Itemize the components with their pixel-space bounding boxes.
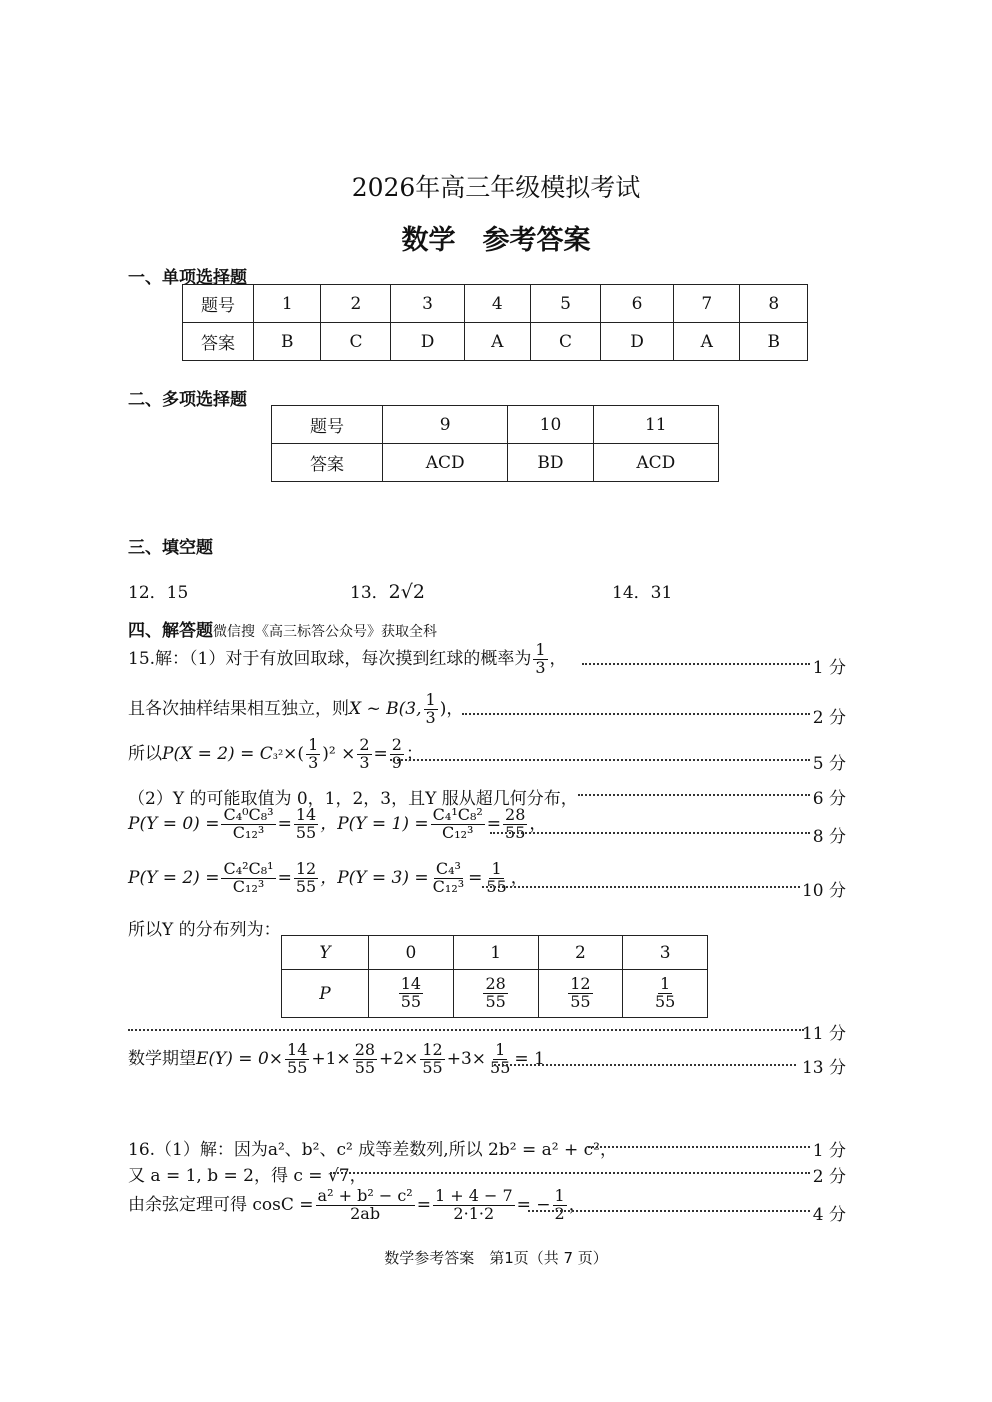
leader-dots [390, 759, 810, 761]
frac-num: 1 [554, 1186, 565, 1205]
leader-dots [578, 794, 810, 796]
fraction [294, 861, 318, 896]
frac-num: 28 [505, 805, 526, 824]
leader-dots [330, 1172, 810, 1174]
frac-den: 3 [308, 752, 319, 772]
frac-den: 2 [554, 1203, 565, 1223]
frac-den: 2·1·2 [453, 1203, 495, 1223]
op: +2× [379, 1048, 419, 1069]
section4-heading-line [128, 616, 437, 641]
frac-den: 3 [359, 752, 370, 772]
cell: ACD [383, 444, 508, 482]
score: 2 分 [812, 1167, 846, 1187]
frac-den: 2ab [350, 1203, 381, 1223]
fraction [316, 1188, 415, 1223]
leader-dots [128, 1029, 804, 1031]
single-choice-table [182, 284, 808, 361]
cell: 10 [508, 406, 593, 444]
leader-dots [588, 1146, 810, 1148]
score: 1 分 [812, 1141, 846, 1161]
score: 8 分 [812, 827, 846, 847]
cell: 1 [254, 285, 321, 323]
frac-den: 55 [354, 1057, 376, 1077]
cell: A [464, 323, 530, 361]
leader-dots [490, 832, 810, 834]
cell: D [391, 323, 464, 361]
frac-den: 55 [486, 876, 507, 896]
score: 1 分 [812, 658, 846, 678]
fraction [483, 976, 507, 1011]
frac-num: 1 [495, 1040, 506, 1059]
frac-den: C₁₂³ [432, 876, 465, 896]
frac-den: 55 [570, 992, 591, 1011]
score: 10 分 [801, 881, 846, 901]
frac-num: 28 [354, 1040, 376, 1059]
frac-den: 55 [422, 1057, 443, 1077]
cell: A [674, 323, 740, 361]
frac-den: 55 [295, 822, 317, 842]
frac-num: 1 [425, 690, 436, 709]
fraction [488, 1042, 512, 1077]
answer-row [272, 444, 719, 482]
score: 2 分 [812, 708, 846, 728]
q15-l3-tail: ； [405, 743, 423, 764]
section3-heading: 三、填空题 [128, 538, 213, 558]
cell: 7 [674, 285, 740, 323]
answer-q12: 12．15 [128, 583, 189, 603]
distribution-table [281, 935, 708, 1018]
q15-line7: 所以Y 的分布列为： [128, 920, 281, 940]
frac-den: 55 [400, 992, 422, 1011]
section4-heading: 四、解答题 [128, 621, 213, 641]
q15-l2-text: 且各次抽样结果相互独立，则 [128, 698, 349, 719]
fraction [285, 1042, 309, 1077]
tail: ， [529, 813, 547, 834]
leader-dots [482, 886, 800, 888]
frac-den: 55 [287, 1057, 308, 1077]
fraction [484, 861, 508, 896]
q15-l9-expr: E(Y) = 0× [196, 1048, 284, 1069]
frac-den: C₁₂³ [232, 822, 265, 842]
frac-num: 14 [287, 1040, 308, 1059]
cell: BD [508, 444, 593, 482]
q15-l1-text: 15.解：（1）对于有放回取球，每次摸到红球的概率为 [128, 648, 532, 669]
q15-line2 [128, 692, 463, 727]
frac-den: 9 [391, 752, 402, 772]
frac-den: C₁₂³ [441, 822, 474, 842]
q15-l3-eq: = [373, 743, 388, 764]
fraction [399, 976, 423, 1011]
score: 11 分 [801, 1024, 846, 1044]
section4-note: 微信搜《高三标答公众号》获取全科 [213, 624, 437, 640]
fraction [431, 861, 466, 896]
cell: 6 [600, 285, 673, 323]
frac-num: 2 [391, 735, 402, 754]
q15-line3: 所以P(X = 2) = C₃²×( $\frac{1}{3}$ )² × $\frac{2}{3}$ = $\frac{2}{9}$ ； [128, 735, 423, 772]
op: +1× [311, 1048, 351, 1069]
question-number-row [183, 285, 808, 323]
cell: C [530, 323, 600, 361]
fraction [533, 642, 547, 677]
frac-den: C₁₂³ [232, 876, 265, 896]
q16-line2: 又 a = 1, b = 2，得 c = √7， [128, 1166, 367, 1186]
answer-row [183, 323, 808, 361]
q15-l3-text: 所以 [128, 743, 162, 764]
score: 6 分 [812, 789, 846, 809]
page-footer: 数学参考答案 第1页（共 7 页） [384, 1249, 608, 1267]
section1-heading: 一、单项选择题 [128, 268, 247, 288]
row-label: 答案 [183, 323, 254, 361]
fraction [424, 692, 438, 727]
p-y3: ，P(Y = 3) = [320, 867, 429, 888]
q15-line9 [128, 1042, 545, 1077]
q16-l3-text: 由余弦定理可得 cosC = [128, 1194, 314, 1215]
question-number-row [272, 406, 719, 444]
fraction [221, 861, 275, 896]
op: +3× [446, 1048, 487, 1069]
frac-num: C₄²C₈¹ [223, 859, 274, 878]
frac-num: 1 [660, 974, 671, 994]
frac-num: a² + b² − c² [317, 1186, 413, 1205]
frac-num: 12 [570, 974, 591, 994]
q15-l3-expr-a: P(X = 2) = C [162, 743, 273, 764]
score: 13 分 [801, 1058, 846, 1078]
cell: 11 [593, 406, 718, 444]
answer-q13 [350, 578, 425, 603]
cell: B [254, 323, 321, 361]
fraction [306, 737, 320, 772]
fraction [420, 1042, 444, 1077]
fraction [553, 1188, 567, 1223]
cell: 9 [383, 406, 508, 444]
row-label: 题号 [183, 285, 254, 323]
p-y0: P(Y = 0) = [128, 813, 220, 834]
frac-num: C₄⁰C₈³ [223, 805, 274, 824]
q15-l9-end: = 1 [514, 1048, 545, 1069]
q15-line1 [128, 642, 567, 677]
cell: 1 [453, 936, 538, 970]
frac-den: 55 [485, 992, 506, 1011]
exam-title: 2026年高三年级模拟考试 [351, 173, 641, 202]
p-y2: P(Y = 2) = [128, 867, 220, 888]
q16-line1: 16.（1）解：因为a²、b²、c² 成等差数列,所以 2b² = a² + c²， [128, 1140, 617, 1160]
q15-l3-expr-b: ×( [283, 743, 305, 764]
frac-num: 12 [295, 859, 317, 878]
q15-l2-expr: X ~ B(3, [349, 698, 422, 719]
frac-den: 55 [490, 1057, 511, 1077]
frac-num: 14 [400, 974, 422, 994]
frac-den: 55 [295, 876, 317, 896]
cell: 2 [321, 285, 391, 323]
cell: C [321, 323, 391, 361]
score: 5 分 [812, 754, 846, 774]
q15-l3-expr-c: )² × [322, 743, 356, 764]
frac-num: 2 [359, 735, 370, 754]
frac-num: 12 [422, 1040, 443, 1059]
fraction [353, 1042, 377, 1077]
frac-num: 1 [535, 640, 546, 659]
q15-line6: P(Y = 2) = $\frac{\text{C₄²C₈¹}}{\text{C₁₂³}}$ = $\frac{12}{55}$ ，P(Y = 3) = $\frac{\text{C₄³}}{\text{C₁₂³}}$ = $\frac{1}{55}$ ， [128, 859, 528, 896]
answer-q14: 14．31 [612, 583, 673, 603]
cell: 2 [538, 936, 623, 970]
tail: ， [568, 1194, 586, 1215]
frac-num: 1 + 4 − 7 [434, 1186, 513, 1205]
section2-heading: 二、多项选择题 [128, 390, 247, 410]
dist-p-label: P [319, 983, 331, 1004]
q15-l9-text: 数学期望 [128, 1048, 196, 1069]
q13-value: 2√2 [388, 581, 425, 603]
cell: B [740, 323, 808, 361]
frac-den: 55 [505, 822, 526, 842]
leader-dots [582, 663, 810, 665]
fraction [390, 737, 404, 772]
q16-line3 [128, 1188, 586, 1223]
row-label: 答案 [272, 444, 383, 482]
frac-num: 14 [295, 805, 317, 824]
fraction [357, 737, 371, 772]
tail: ， [510, 867, 528, 888]
dist-header-row [282, 936, 708, 970]
row-label: 题号 [272, 406, 383, 444]
dist-prob-row [282, 970, 708, 1018]
fraction [221, 807, 275, 842]
paper-title: 数学 参考答案 [401, 225, 591, 256]
cell: 4 [464, 285, 530, 323]
frac-num: 1 [491, 859, 502, 878]
cell: D [600, 323, 673, 361]
fraction [294, 807, 318, 842]
frac-den: 3 [425, 707, 436, 727]
q15-line5: P(Y = 0) = $\frac{\text{C₄⁰C₈³}}{\text{C₁₂³}}$ = $\frac{14}{55}$ ，P(Y = 1) = $\frac{\text{C₄¹C₈²}}{\text{C₁₂³}}$ = $\frac{28}{55}$ ， [128, 805, 547, 842]
frac-num: 1 [308, 735, 319, 754]
fraction [503, 807, 527, 842]
fraction [653, 976, 677, 1011]
cell: ACD [593, 444, 718, 482]
q15-line4: （2）Y 的可能取值为 0，1，2，3，且Y 服从超几何分布， [128, 789, 578, 809]
frac-den: 55 [654, 992, 676, 1011]
cell: 0 [369, 936, 454, 970]
q15-l1-tail: ， [549, 648, 567, 669]
frac-num: 28 [485, 974, 506, 994]
eq: = [416, 1194, 431, 1215]
fraction [431, 807, 485, 842]
q15-l2-tail: )， [439, 698, 464, 719]
cell: 3 [623, 936, 708, 970]
leader-dots [528, 1210, 810, 1212]
fraction [433, 1188, 515, 1223]
leader-dots [494, 1064, 796, 1066]
cell: 5 [530, 285, 600, 323]
cell: 3 [391, 285, 464, 323]
frac-den: 3 [535, 657, 546, 677]
score: 4 分 [812, 1205, 846, 1225]
frac-num: C₄³ [435, 859, 461, 878]
eq: = − [516, 1194, 551, 1215]
fraction [568, 976, 592, 1011]
dist-y-label: Y [319, 942, 331, 963]
q13-label: 13． [350, 583, 389, 603]
multi-choice-table [271, 405, 719, 482]
cell: 8 [740, 285, 808, 323]
leader-dots [462, 713, 810, 715]
frac-num: C₄¹C₈² [432, 805, 483, 824]
p-y1: ，P(Y = 1) = [320, 813, 429, 834]
